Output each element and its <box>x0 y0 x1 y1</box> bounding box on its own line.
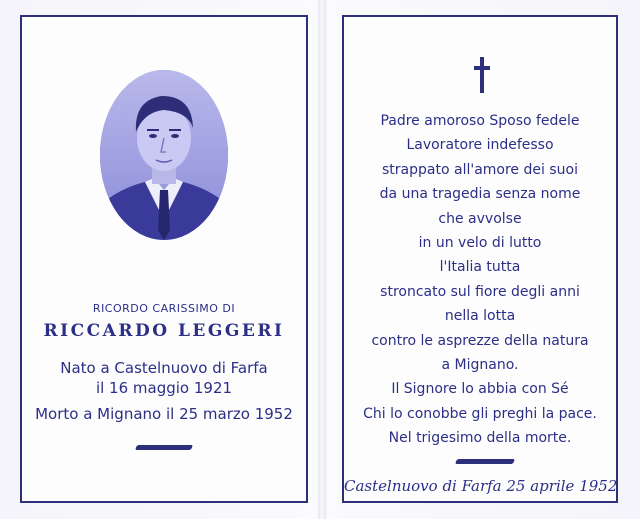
deceased-name: RICCARDO LEGGERI <box>43 321 285 341</box>
left-panel <box>20 15 308 503</box>
poem-line: stroncato sul fiore degli anni <box>380 283 580 300</box>
cross-icon <box>474 57 490 93</box>
dedication-heading: RICORDO CARISSIMO DI <box>92 302 236 315</box>
poem-line: Lavoratore indefesso <box>406 137 554 154</box>
poem-line: strappato all'amore dei suoi <box>382 161 578 178</box>
poem-line: l'Italia tutta <box>439 259 521 276</box>
divider-rule <box>455 459 515 464</box>
poem-line: da una tragedia senza nome <box>379 186 581 203</box>
portrait-photo <box>100 70 228 240</box>
poem-line: Il Signore lo abbia con Sé <box>391 381 569 398</box>
place-date-signature: Castelnuovo di Farfa 25 aprile 1952 <box>344 477 618 495</box>
poem-line: Nel trigesimo della morte. <box>388 430 572 447</box>
birth-date: il 16 maggio 1921 <box>95 379 233 397</box>
memorial-poem <box>344 109 616 450</box>
death-info: Morto a Mignano il 25 marzo 1952 <box>35 405 293 423</box>
divider-rule <box>135 445 193 450</box>
poem-line: che avvolse <box>438 210 522 227</box>
card-fold <box>318 0 326 519</box>
poem-line: Padre amoroso Sposo fedele <box>380 113 580 129</box>
poem-line: Chi lo conobbe gli preghi la pace. <box>363 405 597 422</box>
right-panel <box>342 15 618 503</box>
poem-line: contro le asprezze della natura <box>371 332 589 349</box>
portrait-image <box>100 70 228 240</box>
poem-line: in un velo di lutto <box>418 234 542 251</box>
poem-line: nella lotta <box>444 308 516 325</box>
birth-place: Nato a Castelnuovo di Farfa <box>60 359 268 377</box>
poem-line: a Mignano. <box>441 356 519 373</box>
